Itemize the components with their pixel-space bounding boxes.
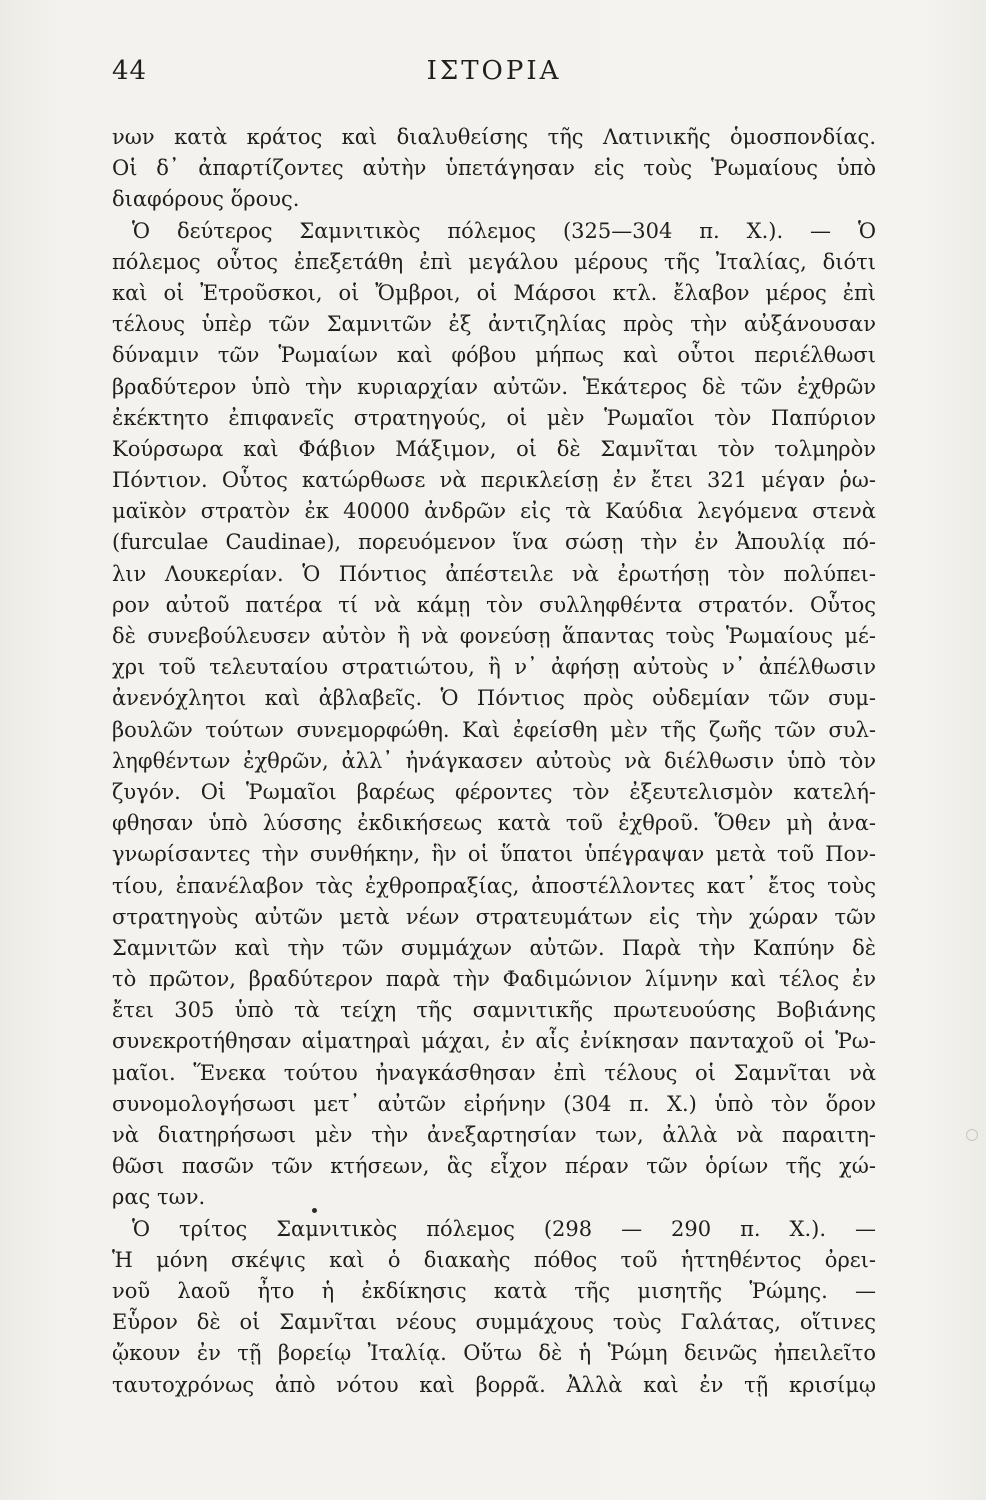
text-line: νοῦ λαοῦ ἦτο ἡ ἐκδίκησις κατὰ τῆς μισητῆς Ῥώμης. — [112, 1278, 876, 1303]
text-line: ταυτοχρόνως ἀπὸ νότου καὶ βορρᾶ. Ἀλλὰ καὶ ἐν τῇ κρισίμῳ [112, 1372, 876, 1397]
text-line: συνεκροτήθησαν αἱματηραὶ μάχαι, ἐν αἷς ἐνίκησαν πανταχοῦ οἱ Ῥω- [112, 1029, 876, 1054]
ink-speck [312, 1208, 317, 1213]
text-line: (furculae Caudinae), πορευόμενον ἵνα σώσῃ τὴν ἐν Ἀπουλίᾳ πό- [112, 530, 876, 555]
text-line: πόλεμος οὗτος ἐπεξετάθη ἐπὶ μεγάλου μέρους τῆς Ἰταλίας, διότι [112, 249, 876, 274]
margin-mark [966, 1129, 978, 1141]
section-heading-line: Ὁ τρίτος Σαμνιτικὸς πόλεμος (298 — 290 π. Χ.). — [132, 1216, 876, 1241]
text-line: λιν Λουκερίαν. Ὁ Πόντιος ἀπέστειλε νὰ ἐρωτήσῃ τὸν πολύπει- [112, 561, 876, 586]
section-heading-line: Ὁ δεύτερος Σαμνιτικὸς πόλεμος (325—304 π. Χ.). — Ὁ [132, 218, 876, 243]
text-line: μαῖοι. Ἕνεκα τούτου ἠναγκάσθησαν ἐπὶ τέλους οἱ Σαμνῖται νὰ [112, 1060, 876, 1085]
text-line: φθησαν ὑπὸ λύσσης ἐκδικήσεως κατὰ τοῦ ἐχθροῦ. Ὅθεν μὴ ἀνα- [112, 811, 876, 836]
body-text [112, 122, 876, 1401]
text-line: νὰ διατηρήσωσι μὲν τὴν ἀνεξαρτησίαν των, ἀλλὰ νὰ παραιτη- [112, 1123, 876, 1147]
running-head: ΙΣΤΟΡΙΑ [426, 56, 562, 86]
text-line: ἐκέκτητο ἐπιφανεῖς στρατηγούς, οἱ μὲν Ῥωμαῖοι τὸν Παπύριον [112, 405, 876, 430]
text-line: δύναμιν τῶν Ῥωμαίων καὶ φόβου μήπως καὶ οὗτοι περιέλθωσι [112, 343, 876, 368]
text-line: ρον αὐτοῦ πατέρα τί νὰ κάμῃ τὸν συλληφθέντα στρατόν. Οὗτος [112, 592, 876, 617]
text-line: τὸ πρῶτον, βραδύτερον παρὰ τὴν Φαδιμώνιον λίμνην καὶ τέλος ἐν [112, 967, 876, 992]
text-line: βραδύτερον ὑπὸ τὴν κυριαρχίαν αὐτῶν. Ἑκάτερος δὲ τῶν ἐχθρῶν [112, 374, 876, 399]
text-line: Κούρσωρα καὶ Φάβιον Μάξιμον, οἱ δὲ Σαμνῖται τὸν τολμηρὸν [112, 436, 876, 461]
page-header [112, 48, 876, 98]
text-line: τίου, ἐπανέλαβον τὰς ἐχθροπραξίας, ἀποστέλλοντες κατ᾽ ἔτος τοὺς [112, 873, 876, 898]
text-line: θῶσι πασῶν τῶν κτήσεων, ἃς εἶχον πέραν τῶν ὁρίων τῆς χώ- [112, 1154, 876, 1179]
text-line: βουλῶν τούτων συνεμορφώθη. Καὶ ἐφείσθη μὲν τῆς ζωῆς τῶν συλ- [112, 717, 876, 742]
text-line: ρας των. [112, 1185, 206, 1210]
text-line: γνωρίσαντες τὴν συνθήκην, ἣν οἱ ὕπατοι ὑπέγραψαν μετὰ τοῦ Πον- [112, 842, 876, 867]
text-line: νων κατὰ κράτος καὶ διαλυθείσης τῆς Λατινικῆς ὁμοσπονδίας. [112, 125, 876, 149]
text-line: ἔτει 305 ὑπὸ τὰ τείχη τῆς σαμνιτικῆς πρωτευούσης Βοβιάνης [112, 998, 876, 1023]
text-line: ζυγόν. Οἱ Ῥωμαῖοι βαρέως φέροντες τὸν ἐξευτελισμὸν κατελή- [112, 779, 876, 804]
text-line: συνομολογήσωσι μετ᾽ αὐτῶν εἰρήνην (304 π. Χ.) ὑπὸ τὸν ὅρον [112, 1091, 876, 1116]
text-line: τέλους ὑπὲρ τῶν Σαμνιτῶν ἐξ ἀντιζηλίας πρὸς τὴν αὐξάνουσαν [112, 312, 876, 337]
text-line: στρατηγοὺς αὐτῶν μετὰ νέων στρατευμάτων εἰς τὴν χώραν τῶν [112, 904, 876, 929]
text-line: χρι τοῦ τελευταίου στρατιώτου, ἢ ν᾽ ἀφήσῃ αὐτοὺς ν᾽ ἀπέλθωσιν [112, 655, 876, 680]
text-line: καὶ οἱ Ἐτροῦσκοι, οἱ Ὄμβροι, οἱ Μάρσοι κτλ. ἔλαβον μέρος ἐπὶ [112, 280, 876, 305]
text-line: Πόντιον. Οὗτος κατώρθωσε νὰ περικλείσῃ ἐν ἔτει 321 μέγαν ῥω- [112, 468, 876, 493]
text-line: Οἱ δ᾽ ἀπαρτίζοντες αὐτὴν ὑπετάγησαν εἰς τοὺς Ῥωμαίους ὑπὸ [112, 156, 876, 181]
text-line: Σαμνιτῶν καὶ τὴν τῶν συμμάχων αὐτῶν. Παρὰ τὴν Καπύην δὲ [112, 935, 876, 960]
text-line: δὲ συνεβούλευσεν αὐτὸν ἢ νὰ φονεύσῃ ἅπαντας τοὺς Ῥωμαίους μέ- [112, 624, 876, 648]
text-line: ᾤκουν ἐν τῇ βορείῳ Ἰταλίᾳ. Οὕτω δὲ ἡ Ῥώμη δεινῶς ἠπειλεῖτο [112, 1341, 876, 1366]
page-number: 44 [112, 56, 148, 86]
text-line: ληφθέντων ἐχθρῶν, ἀλλ᾽ ἠνάγκασεν αὐτοὺς νὰ διέλθωσιν ὑπὸ τὸν [112, 748, 876, 773]
text-line: Ἡ μόνη σκέψις καὶ ὁ διακαὴς πόθος τοῦ ἡττηθέντος ὀρει- [112, 1247, 876, 1272]
text-line: ἀνενόχλητοι καὶ ἀβλαβεῖς. Ὁ Πόντιος πρὸς οὐδεμίαν τῶν συμ- [112, 686, 876, 711]
text-line: μαϊκὸν στρατὸν ἐκ 40000 ἀνδρῶν εἰς τὰ Καύδια λεγόμενα στενὰ [112, 499, 876, 524]
text-line: Εὗρον δὲ οἱ Σαμνῖται νέους συμμάχους τοὺς Γαλάτας, οἵτινες [112, 1310, 876, 1335]
text-line: διαφόρους ὅρους. [112, 187, 300, 212]
